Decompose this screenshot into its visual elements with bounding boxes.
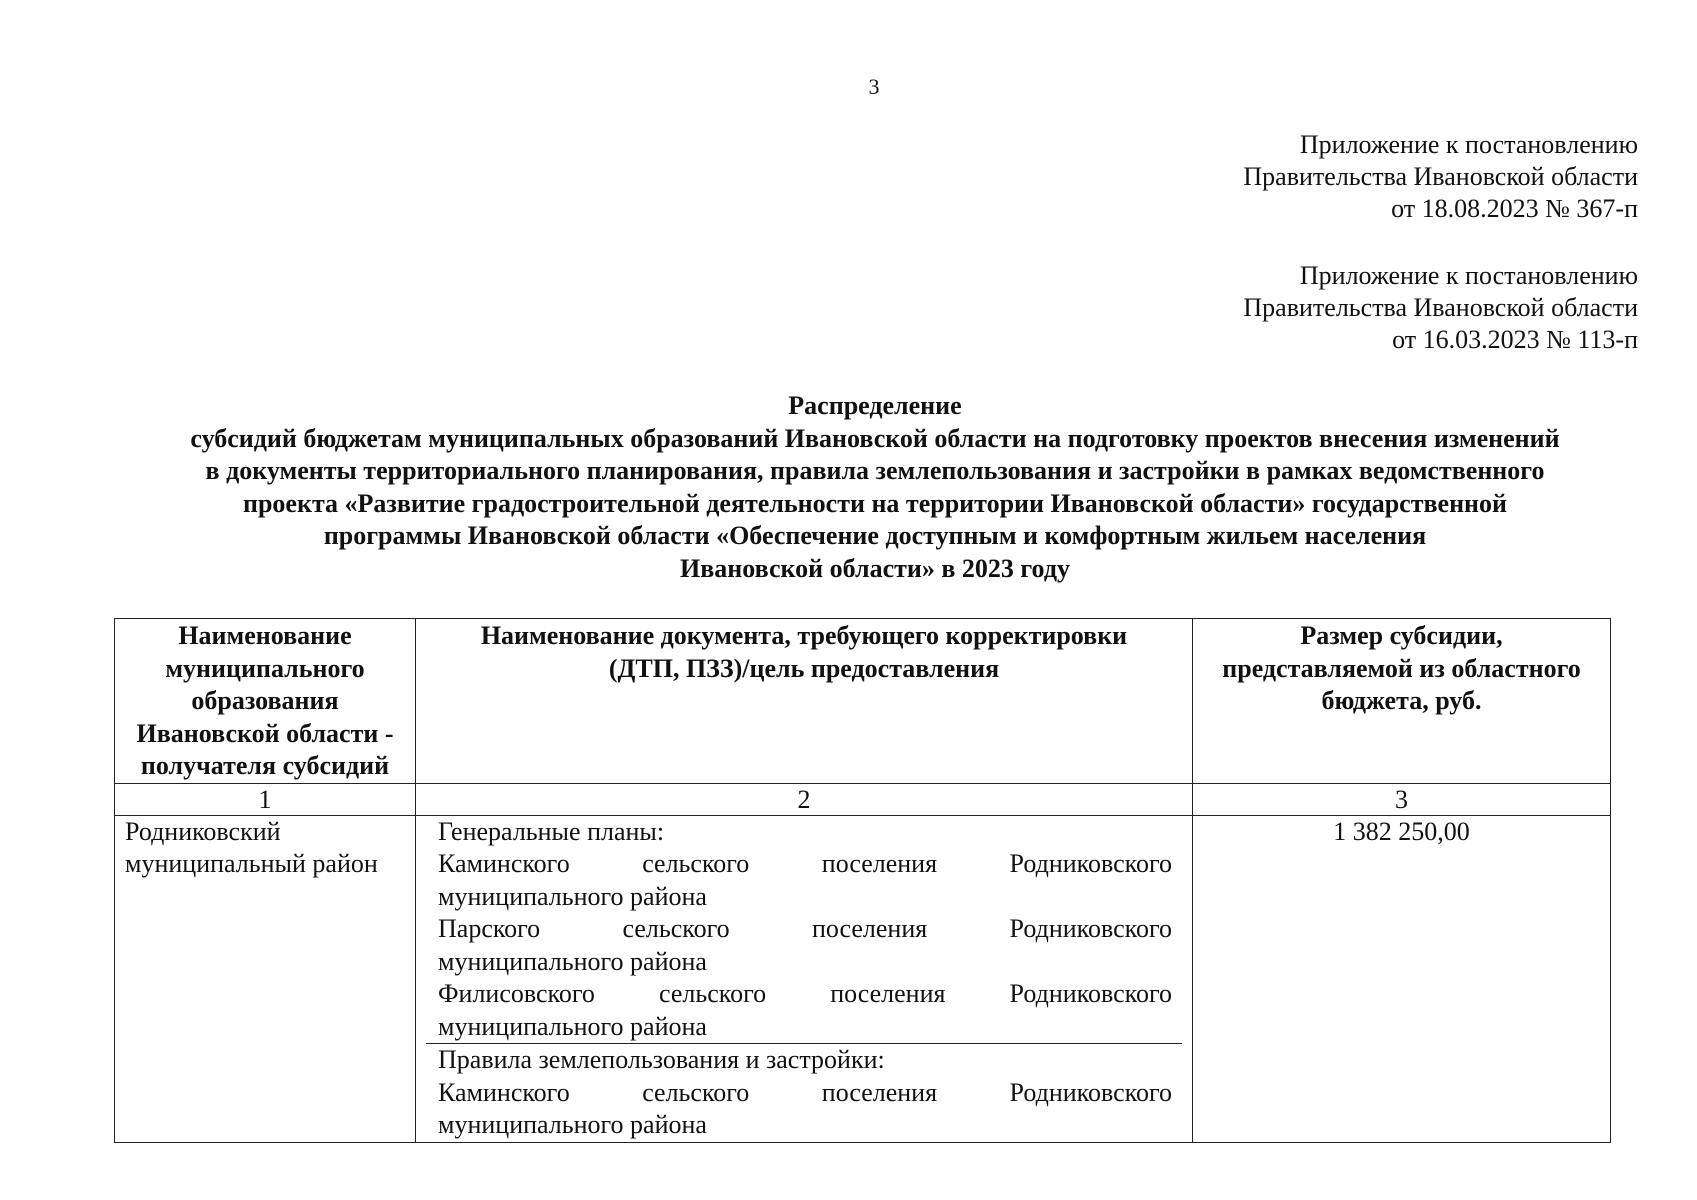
item-word: поселения (811, 914, 928, 943)
table-row (115, 815, 1611, 1142)
header-line: образования (191, 686, 339, 715)
subsidy-amount: 1 382 250,00 (1333, 816, 1470, 846)
item-word: сельского (642, 849, 750, 878)
header-line: муниципального (165, 653, 365, 683)
document-item (438, 1077, 1172, 1110)
item-word: Родниковского (1009, 849, 1172, 878)
document-item-continuation: муниципального района (438, 881, 707, 911)
header-line: Ивановской области - (136, 718, 394, 748)
header-line: получателя субсидий (140, 751, 390, 780)
column-number: 3 (1193, 783, 1611, 815)
municipality-line: Родниковский (125, 816, 281, 846)
header-line: Наименование документа, требующего корректировки (480, 621, 1128, 650)
item-word: Каминского (438, 849, 570, 878)
item-word: поселения (830, 979, 946, 1008)
appendix-line: Приложение к постановлению (1299, 261, 1638, 290)
title-line: проекта «Развитие градостроительной деятельности на территории Ивановской области» государственной (242, 488, 1508, 518)
header-line: Наименование (178, 621, 352, 650)
item-word: Родниковского (1009, 979, 1172, 1008)
appendix-line: от 18.08.2023 № 367-п (1391, 194, 1638, 223)
page-number: 3 (868, 74, 880, 99)
group-heading: Генеральные планы: (438, 816, 665, 846)
document-item (438, 913, 1172, 946)
title-line: программы Ивановской области «Обеспечение доступным и комфортным жильем населения (323, 521, 1427, 550)
header-municipality (115, 619, 416, 784)
item-word: поселения (821, 849, 938, 878)
header-document (416, 619, 1193, 784)
header-subsidy-amount (1193, 619, 1611, 784)
header-line: Размер субсидии, (1300, 621, 1503, 650)
title-line: субсидий бюджетам муниципальных образований Ивановской области на подготовку проектов внесения изменений (190, 423, 1560, 453)
subsidy-distribution-table (114, 618, 1611, 1143)
item-word: сельского (642, 1077, 750, 1107)
column-number-row (115, 783, 1611, 815)
document-cell (416, 815, 1193, 1142)
title-line: в документы территориального планирования, правила землепользования и застройки в рамках ведомственного (205, 456, 1545, 485)
item-word: поселения (821, 1077, 938, 1107)
appendix-note-original (938, 260, 1638, 356)
subsidy-amount-cell (1193, 815, 1611, 1142)
document-item (438, 848, 1172, 881)
general-plans-group (426, 816, 1182, 1044)
appendix-line: от 16.03.2023 № 113-п (1392, 325, 1638, 354)
item-word: сельского (658, 979, 767, 1008)
document-item-continuation: муниципального района (438, 1110, 707, 1139)
municipality-cell (115, 815, 416, 1142)
title-line: Ивановской области» в 2023 году (680, 553, 1070, 583)
document-item-continuation: муниципального района (438, 1011, 707, 1041)
header-line: (ДТП, ПЗЗ)/цель предоставления (608, 653, 1000, 683)
municipality-line: муниципальный район (125, 849, 378, 878)
item-word: сельского (622, 914, 730, 943)
appendix-line: Правительства Ивановской области (1243, 293, 1638, 322)
item-word: Родниковского (1009, 1077, 1172, 1107)
column-number: 2 (416, 783, 1193, 815)
document-item-continuation: муниципального района (438, 946, 707, 976)
title-line: Распределение (788, 391, 962, 420)
item-word: Парского (438, 914, 541, 943)
item-word: Филисовского (438, 979, 595, 1008)
land-use-rules-group (426, 1043, 1182, 1142)
appendix-line: Правительства Ивановской области (1243, 162, 1638, 191)
document-item (438, 978, 1172, 1011)
appendix-line: Приложение к постановлению (1299, 130, 1638, 159)
header-line: представляемой из областного (1222, 653, 1581, 683)
item-word: Каминского (438, 1077, 570, 1107)
group-heading: Правила землепользования и застройки: (438, 1045, 885, 1074)
item-word: Родниковского (1009, 914, 1172, 943)
column-number: 1 (115, 783, 416, 815)
document-title (110, 390, 1640, 585)
appendix-note-current (938, 129, 1638, 225)
header-line: бюджета, руб. (1321, 686, 1482, 715)
table-header-row (115, 619, 1611, 784)
